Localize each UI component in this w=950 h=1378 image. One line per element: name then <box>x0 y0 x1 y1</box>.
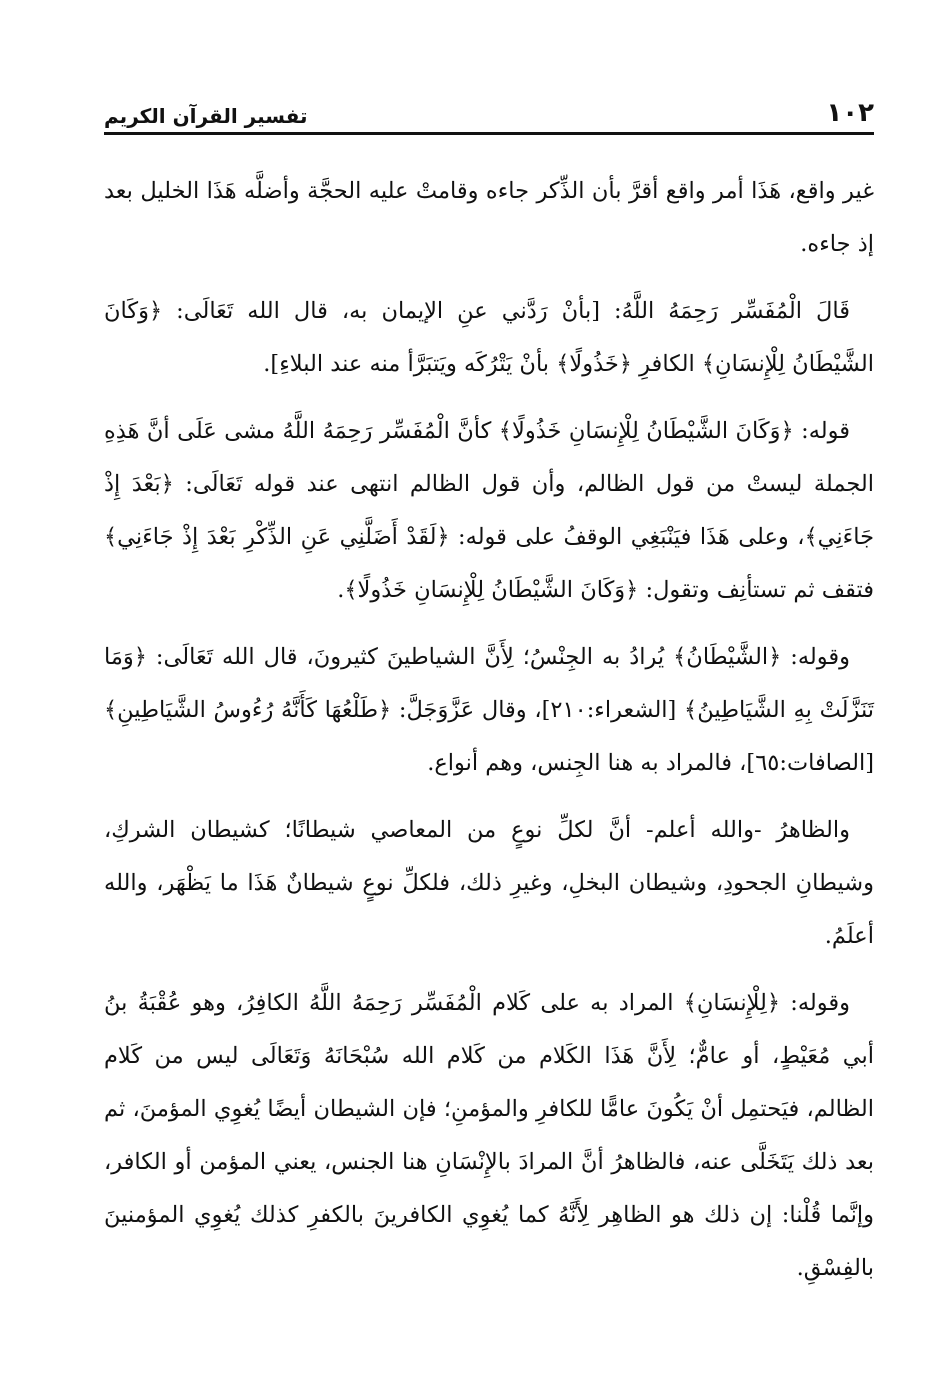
page-body <box>104 165 874 1295</box>
paragraph: وقوله: ﴿الشَّيْطَانُ﴾ يُرادُ به الجِنْسُ؛ لِأَنَّ الشياطينَ كثيرونَ، قال الله تَعَالَى: ﴿وَمَا تَنَزَّلَتْ بِهِ الشَّيَاطِينُ﴾ [الشعراء:٢١٠]، وقال عَزَّوَجَلَّ: ﴿طَلْعُهَا كَأَنَّهُ رُءُوسُ الشَّيَاطِينِ﴾ [الصافات:٦٥]، فالمراد به هنا الجِنس، وهم أنواع. <box>104 644 874 776</box>
paragraph: غير واقع، هَذَا أمر واقع أقرَّ بأن الذِّكر جاءه وقامتْ عليه الحجَّة وأضلَّه هَذَا الخليل بعد إذ جاءه. <box>104 178 874 257</box>
paragraph: قوله: ﴿وَكَانَ الشَّيْطَانُ لِلْإِنسَانِ خَذُولًا﴾ كأنَّ الْمُفَسِّر رَحِمَهُ اللَّهُ مشى عَلَى أنَّ هَذِهِ الجملة ليستْ من قول الظالم، وأن قول الظالم انتهى عند قوله تَعَالَى: ﴿بَعْدَ إِذْ جَاءَنِي﴾، وعلى هَذَا فيَنْبَغِي الوقفُ على قوله: ﴿لَقَدْ أَضَلَّنِي عَنِ الذِّكْرِ بَعْدَ إِذْ جَاءَنِي﴾ فتقف ثم تستأنِف وتقول: ﴿وَكَانَ الشَّيْطَانُ لِلْإِنسَانِ خَذُولًا﴾. <box>104 418 874 603</box>
paragraph: وقوله: ﴿لِلْإِنسَانِ﴾ المراد به على كَلام الْمُفَسِّر رَحِمَهُ اللَّهُ الكافِرُ، وهو عُقْبَةُ بنُ أبي مُعَيْطٍ، أو عامٌّ؛ لِأَنَّ هَذَا الكَلام من كَلام الله سُبْحَانَهُ وَتَعَالَى ليس من كَلام الظالم، فيَحتمِل أنْ يَكُونَ عامًّا للكافرِ والمؤمنِ؛ فإن الشيطان أيضًا يُغوِي المؤمنَ، ثم بعد ذلك يَتَخَلَّى عنه، فالظاهرُ أنَّ المرادَ بالإِنْسَانِ هنا الجنس، يعني المؤمن أو الكافر، وإنَّما قُلْنا: إن ذلك هو الظاهِر لِأَنَّهُ كما يُغوِي الكافرينَ بالكفرِ كذلك يُغوِي المؤمنينَ بالفِسْقِ. <box>104 990 874 1281</box>
paragraph: قَالَ الْمُفَسِّر رَحِمَهُ اللَّهُ: [بأنْ رَدَّني عنِ الإيمان به، قال الله تَعَالَى: ﴿وَكَانَ الشَّيْطَانُ لِلْإِنسَانِ﴾ الكافرِ ﴿خَذُولًا﴾ بأنْ يَتْرُكَه ويَتبَرَّأ منه عند البلاءِ]. <box>104 298 874 377</box>
running-title: تفسير القرآن الكريم <box>104 104 308 128</box>
page <box>104 88 874 1338</box>
page-header <box>104 88 874 135</box>
page-number: ١٠٢ <box>826 98 874 128</box>
paragraph: والظاهرُ -والله أعلم- أنَّ لكلِّ نوعٍ من المعاصي شيطانًا؛ كشيطان الشركِ، وشيطانِ الجحودِ، وشيطان البخلِ، وغيرِ ذلك، فلكلِّ نوعٍ شيطانٌ هَذَا ما يَظْهَر، والله أعلَمُ. <box>104 817 874 949</box>
